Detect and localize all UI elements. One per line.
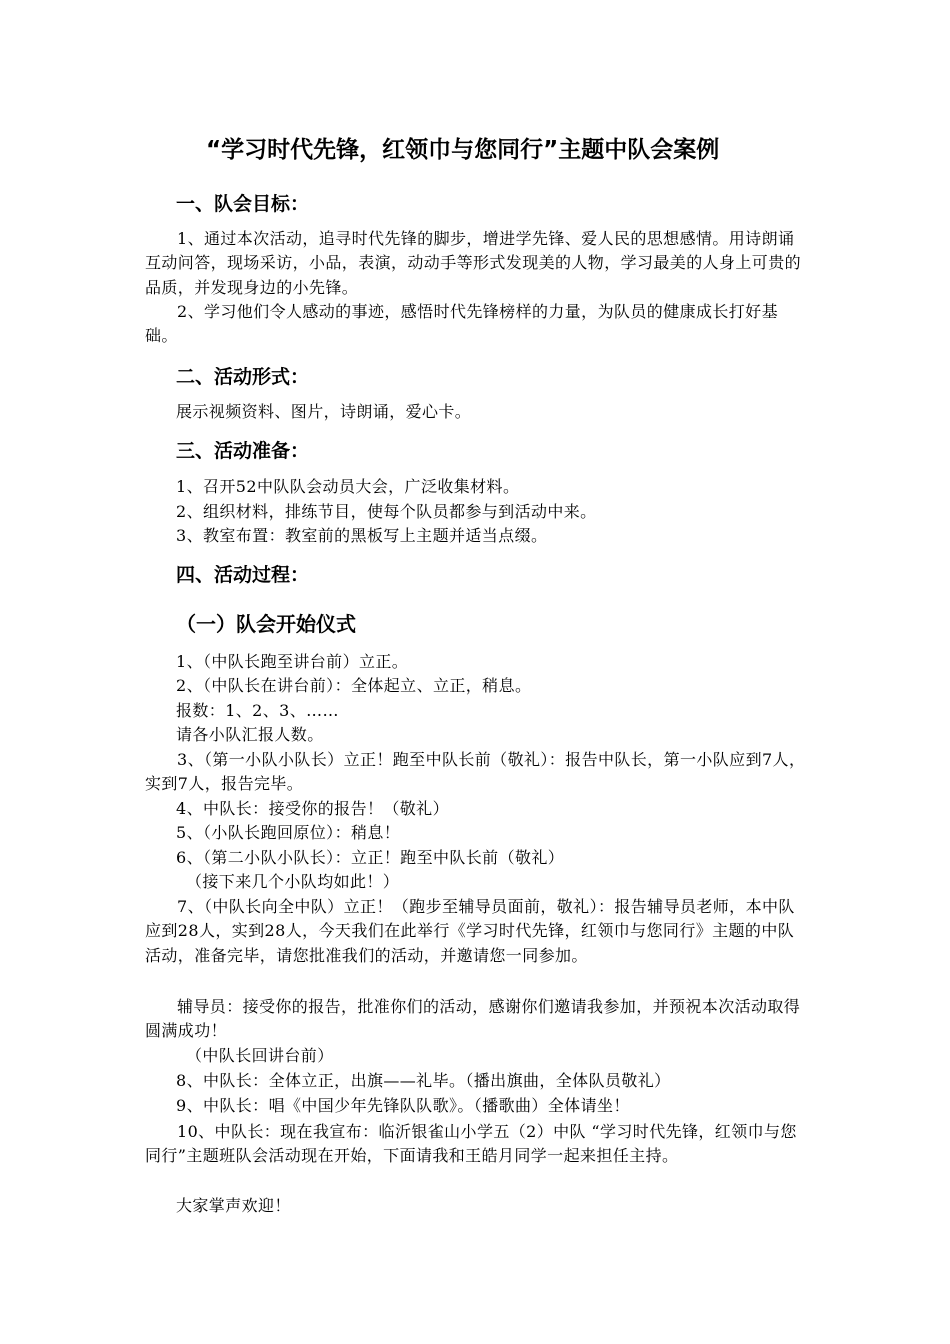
process-line-6: 5、（小队长跑回原位）：稍息！ (176, 823, 401, 842)
section-heading-format: 二、活动形式： (176, 366, 310, 388)
preparation-item-2: 2、组织材料，排练节目，使每个队员都参与到活动中来。 (176, 502, 597, 521)
process-line-3: 报数：1、2、3、…… (176, 701, 339, 720)
process-paragraph-10: 10、中队长：现在我宣布：临沂银雀山小学五（2）中队 “学习时代先锋，红领巾与您同行”主题班队会活动现在开始，下面请我和王皓月同学一起来担任主持。 (145, 1122, 797, 1166)
process-paragraph-7: 7、（中队长向全中队）立正！（跑步至辅导员面前，敬礼）：报告辅导员老师，本中队应到28人，实到28人，今天我们在此举行《学习时代先锋，红领巾与您同行》主题的中队活动，准备完毕，请您批准我们的活动，并邀请您一同参加。 (145, 897, 795, 965)
process-line-8: （接下来几个小队均如此！） (186, 872, 400, 891)
section-heading-preparation: 三、活动准备： (176, 440, 310, 462)
process-line-7: 6、（第二小队小队长）：立正！跑至中队长前（敬礼） (176, 848, 565, 867)
process-line-4: 请各小队汇报人数。 (176, 725, 324, 744)
goals-paragraph-1: 1、通过本次活动，追寻时代先锋的脚步，增进学先锋、爱人民的思想感情。用诗朗诵互动问答，现场采访，小品，表演，动动手等形式发现美的人物，学习最美的人身上可贵的品质，并发现身边的小先锋。 (145, 229, 802, 297)
counselor-paragraph: 辅导员：接受你的报告，批准你们的活动，感谢你们邀请我参加，并预祝本次活动取得圆满成功！ (145, 997, 801, 1041)
process-line-12: 大家掌声欢迎！ (176, 1196, 291, 1215)
process-line-1: 1、（中队长跑至讲台前）立正。 (176, 652, 409, 671)
subsection-heading-opening: （一）队会开始仪式 (176, 612, 356, 636)
section-heading-process: 四、活动过程： (176, 564, 310, 586)
process-line-10: 8、中队长：全体立正，出旗——礼毕。（播出旗曲，全体队员敬礼） (176, 1071, 671, 1090)
goals-paragraph-2: 2、学习他们令人感动的事迹，感悟时代先锋榜样的力量，为队员的健康成长打好基础。 (145, 302, 778, 346)
process-line-5: 4、中队长：接受你的报告！（敬礼） (176, 799, 449, 818)
document-title: “学习时代先锋，红领巾与您同行”主题中队会案例 (206, 137, 720, 163)
preparation-item-1: 1、召开52中队队会动员大会，广泛收集材料。 (176, 477, 520, 496)
process-line-2: 2、（中队长在讲台前）：全体起立、立正，稍息。 (176, 676, 532, 695)
section-heading-goals: 一、队会目标： (176, 193, 310, 215)
preparation-item-3: 3、教室布置：教室前的黑板写上主题并适当点缀。 (176, 526, 548, 545)
process-line-9: （中队长回讲台前） (186, 1046, 334, 1065)
process-line-11: 9、中队长：唱《中国少年先锋队队歌》。（播歌曲）全体请坐！ (176, 1096, 630, 1115)
process-paragraph-3: 3、（第一小队小队长）立正！跑至中队长前（敬礼）：报告中队长，第一小队应到7人，实到7人，报告完毕。 (145, 750, 806, 794)
format-paragraph: 展示视频资料、图片，诗朗诵，爱心卡。 (176, 402, 472, 421)
